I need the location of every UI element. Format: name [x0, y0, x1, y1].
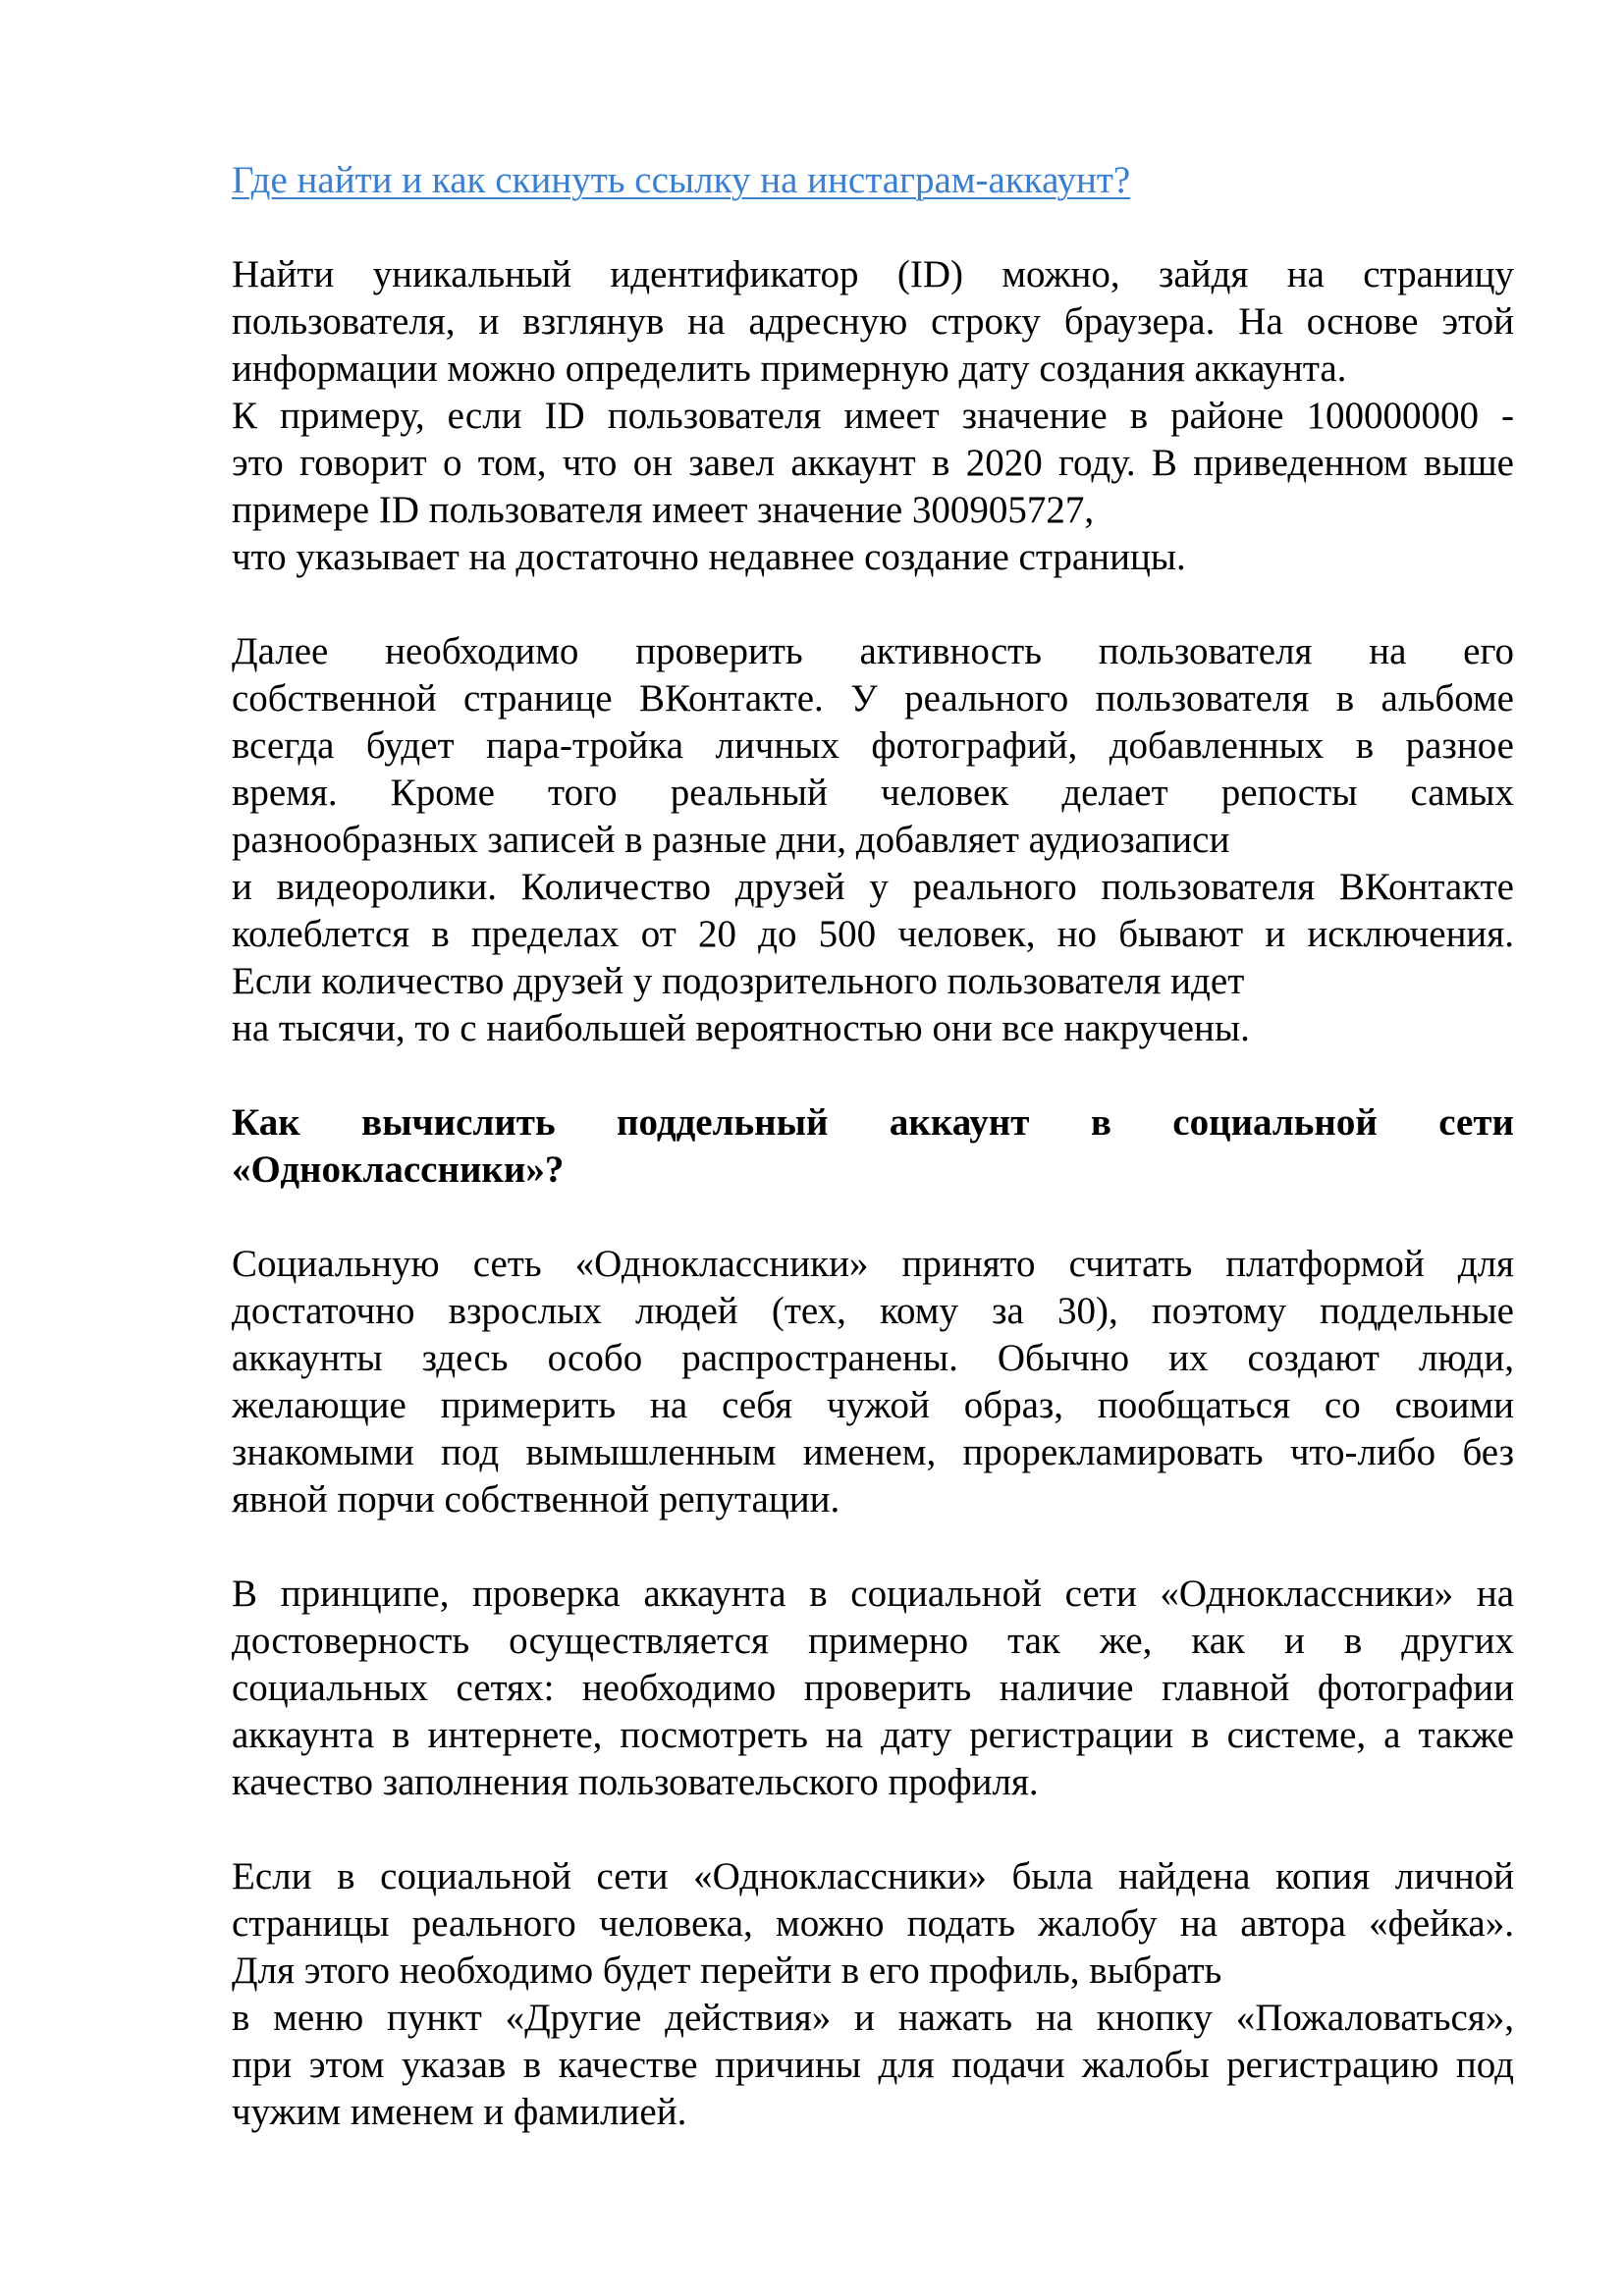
text-line: и видеоролики. Количество друзей у реального пользователя ВКонтакте	[232, 866, 1514, 908]
text-line: Для этого необходимо будет перейти в его профиль, выбрать	[232, 1949, 1222, 1992]
text-line: желающие примерить на себя чужой образ, пообщаться со своими	[232, 1384, 1514, 1426]
text-line: при этом указав в качестве причины для подачи жалобы регистрацию под	[232, 2044, 1514, 2086]
text-line: это говорит о том, что он завел аккаунт в 2020 году. В приведенном выше	[232, 442, 1514, 484]
paragraph-id-info	[232, 251, 1514, 581]
instagram-link[interactable]: Где найти и как скинуть ссылку на инстаграм-аккаунт?	[232, 159, 1131, 201]
text-line: на тысячи, то с наибольшей вероятностью они все накручены.	[232, 1007, 1250, 1049]
paragraph-ok-check	[232, 1571, 1514, 1806]
text-line: собственной странице ВКонтакте. У реального пользователя в альбоме	[232, 677, 1514, 720]
text-line: Если количество друзей у подозрительного пользователя идет	[232, 960, 1245, 1002]
text-line: достаточно взрослых людей (тех, кому за 30), поэтому поддельные	[232, 1290, 1514, 1332]
text-line: аккаунта в интернете, посмотреть на дату регистрации в системе, а также	[232, 1714, 1514, 1756]
text-line: колеблется в пределах от 20 до 500 человек, но бывают и исключения.	[232, 913, 1514, 955]
text-line: знакомыми под вымышленным именем, прорекламировать что-либо без	[232, 1431, 1514, 1473]
text-line: качество заполнения пользовательского профиля.	[232, 1761, 1039, 1803]
text-line: разнообразных записей в разные дни, добавляет аудиозаписи	[232, 819, 1230, 861]
text-line: время. Кроме того реальный человек делает репосты самых	[232, 772, 1514, 814]
paragraph-ok-complaint	[232, 1853, 1514, 2136]
paragraph-vk-activity	[232, 628, 1514, 1052]
text-line: Социальную сеть «Одноклассники» принято считать платформой для	[232, 1243, 1514, 1285]
text-line: достоверность осуществляется примерно так же, как и в других	[232, 1620, 1514, 1662]
text-line: чужим именем и фамилией.	[232, 2091, 687, 2133]
text-line: Найти уникальный идентификатор (ID) можно, зайдя на страницу	[232, 253, 1514, 295]
section-heading-odnoklassniki	[232, 1099, 1514, 1194]
text-line: социальных сетях: необходимо проверить наличие главной фотографии	[232, 1667, 1514, 1709]
text-line: всегда будет пара-тройка личных фотографий, добавленных в разное	[232, 724, 1514, 767]
text-line: в меню пункт «Другие действия» и нажать на кнопку «Пожаловаться»,	[232, 1997, 1514, 2039]
text-line: аккаунты здесь особо распространены. Обычно их создают люди,	[232, 1337, 1514, 1379]
heading-line: Как вычислить поддельный аккаунт в социальной сети	[232, 1101, 1514, 1144]
text-line: Далее необходимо проверить активность пользователя на его	[232, 630, 1514, 672]
text-line: Если в социальной сети «Одноклассники» была найдена копия личной	[232, 1855, 1514, 1897]
text-line: примере ID пользователя имеет значение 300905727,	[232, 489, 1095, 531]
text-line: что указывает на достаточно недавнее создание страницы.	[232, 536, 1186, 578]
text-line: К примеру, если ID пользователя имеет значение в районе 100000000 -	[232, 395, 1514, 437]
text-line: информации можно определить примерную дату создания аккаунта.	[232, 347, 1347, 390]
document-page	[232, 147, 1514, 2136]
text-line: В принципе, проверка аккаунта в социальной сети «Одноклассники» на	[232, 1573, 1514, 1615]
paragraph-ok-intro	[232, 1241, 1514, 1523]
text-line: страницы реального человека, можно подать жалобу на автора «фейка».	[232, 1902, 1514, 1945]
text-line: пользователя, и взглянув на адресную строку браузера. На основе этой	[232, 300, 1514, 343]
text-line: явной порчи собственной репутации.	[232, 1478, 840, 1521]
heading-line: «Одноклассники»?	[232, 1148, 565, 1191]
